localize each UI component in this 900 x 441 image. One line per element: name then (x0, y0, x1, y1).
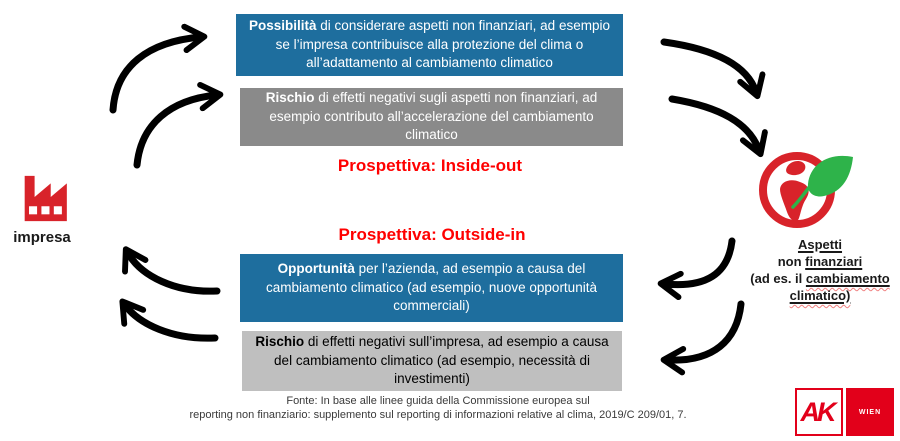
arrow-rischio-in-to-impresa (125, 305, 215, 338)
heading-inside-out: Prospettiva: Inside-out (337, 156, 523, 175)
label-line (726, 287, 900, 304)
box-body-text: di effetti negativi sull’impresa, ad esempio a causa del cambiamento climatico (ad esempio, necessità di investimenti) (274, 334, 609, 387)
globe-icon (755, 149, 857, 233)
ak-logo-text: AK (800, 396, 834, 427)
underlined-word: Aspetti (797, 237, 843, 252)
box-rischio-out-text (249, 89, 614, 145)
box-emphasis: Rischio (265, 90, 315, 106)
label-line (726, 236, 900, 253)
ak-logo-mark (795, 388, 843, 436)
label-line (726, 253, 900, 270)
box-rischio-in-text (251, 333, 613, 389)
box-opportunita (240, 254, 623, 322)
box-rischio-outside-in (242, 331, 622, 391)
wien-logo-box (846, 388, 894, 436)
impresa-label: impresa (13, 229, 71, 246)
box-possibilita-text (245, 17, 614, 73)
box-opportunita-text (249, 260, 614, 316)
spellcheck-word: cambiamento (805, 271, 890, 286)
box-body-text: di effetti negativi sugli aspetti non finanziari, ad esempio contributo all’accelerazione del cambiamento climatico (269, 90, 598, 143)
box-rischio-inside-out (240, 88, 623, 146)
box-body-text: per l’azienda, ad esempio a causa del cambiamento climatico (ad esempio, nuove opportunità commerciali) (266, 261, 597, 314)
label-text: non (777, 254, 806, 269)
arrow-aspetti-to-opportunita (665, 241, 732, 285)
heading-outside-in: Prospettiva: Outside-in (338, 225, 526, 244)
source-note (138, 395, 738, 422)
label-line (726, 270, 900, 287)
spellcheck-word: climatico) (789, 288, 851, 303)
arrow-opportunita-to-impresa (128, 253, 217, 291)
underlined-word: finanziari (805, 254, 863, 269)
box-emphasis: Opportunità (277, 261, 355, 277)
box-emphasis: Possibilità (249, 18, 317, 34)
ak-wien-logo (795, 388, 894, 436)
wien-logo-text: WIEN (858, 408, 882, 416)
aspetti-non-finanziari-label (726, 236, 900, 304)
arrow-rischio-out-to-aspetti (672, 99, 759, 150)
source-line-1: Fonte: In base alle linee guida della Commissione europea sul (286, 395, 590, 407)
arrow-possibilita-to-aspetti (664, 42, 756, 92)
box-body-text: di considerare aspetti non finanziari, ad esempio se l’impresa contribuisce alla protezione del clima o all’adattamento al cambiamento climatico (275, 18, 610, 71)
underlined-word (806, 271, 890, 286)
factory-icon (16, 161, 78, 223)
underlined-word (790, 288, 851, 303)
source-line-2: reporting non finanziario: supplemento sul reporting di informazioni relative al clima, 2019/C 209/01, 7. (189, 408, 687, 421)
arrow-impresa-to-rischio-out (137, 95, 216, 165)
box-possibilita (236, 14, 623, 76)
arrow-aspetti-to-rischio-in (668, 304, 741, 360)
label-text: (ad es. il (750, 271, 806, 286)
box-emphasis: Rischio (255, 334, 305, 350)
